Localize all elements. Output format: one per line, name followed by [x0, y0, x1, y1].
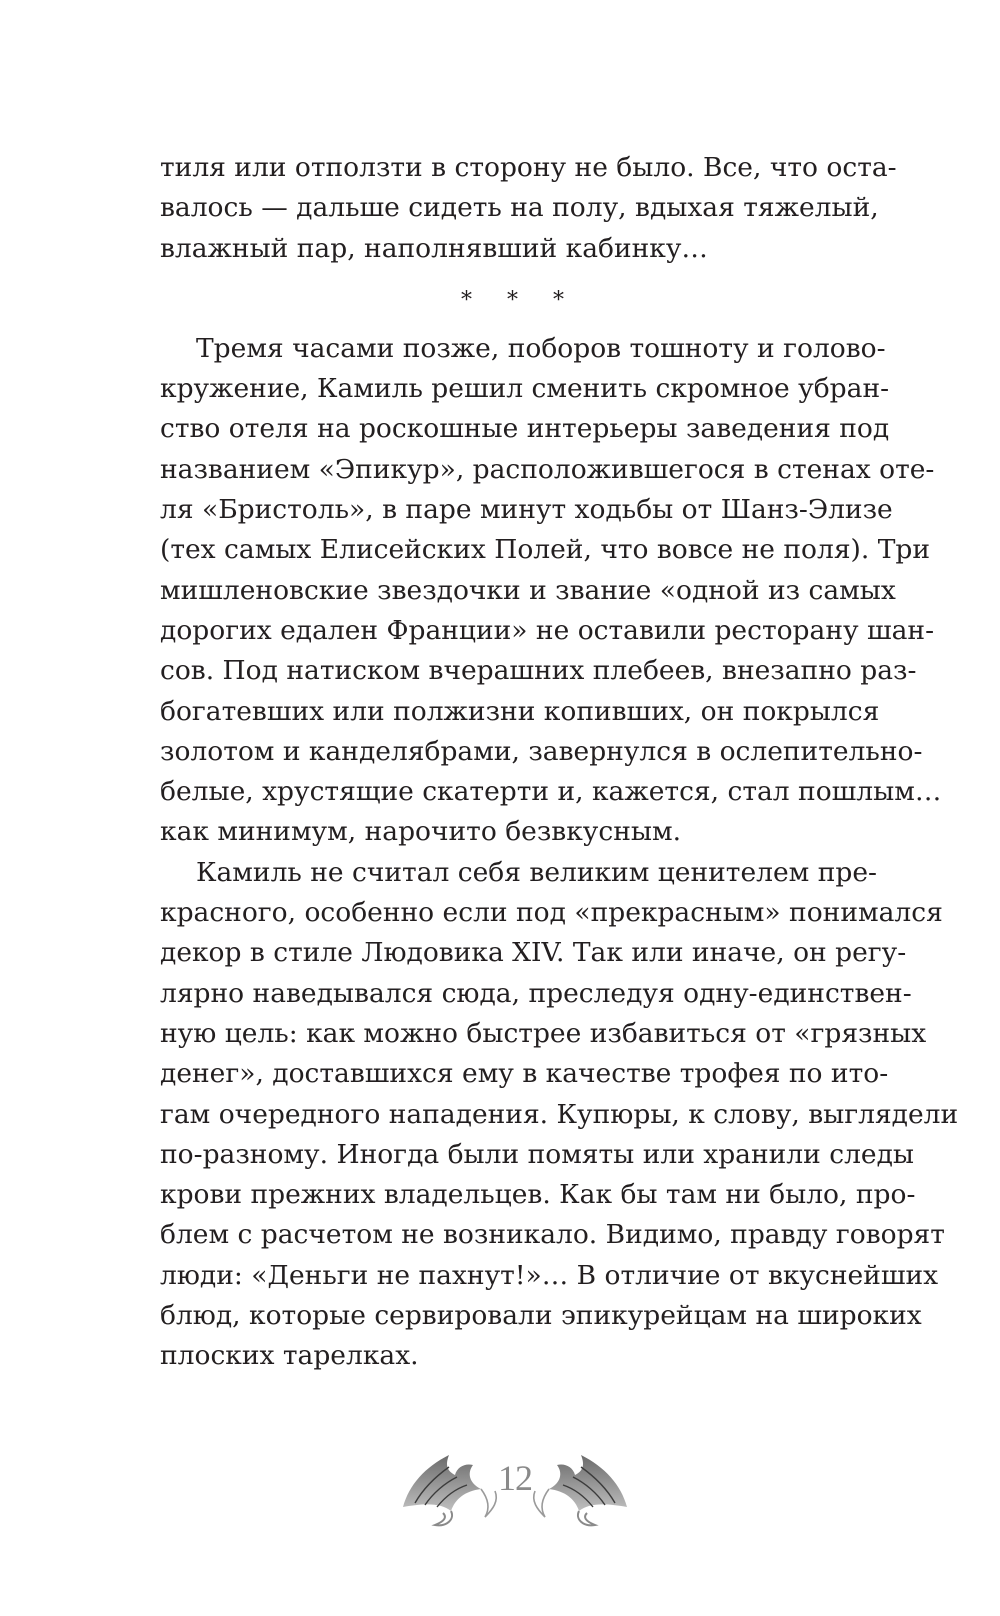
text-line: названием «Эпикур», расположившегося в стенах оте- [160, 453, 935, 485]
paragraph-1 [160, 329, 942, 853]
text-line: люди: «Деньги не пахнут!»… В отличие от вкуснейших [160, 1259, 939, 1291]
top-paragraph [160, 148, 897, 269]
text-line: декор в стиле Людовика XIV. Так или иначе, он регу- [160, 937, 907, 969]
text-line: блем с расчетом не возникало. Видимо, правду говорят [160, 1219, 945, 1251]
page-number: 12 [498, 1458, 532, 1498]
text-line: крови прежних владельцев. Как бы там ни было, про- [160, 1179, 916, 1211]
text-line: богатевших или полжизни копивших, он покрылся [160, 695, 880, 727]
text-line: белые, хрустящие скатерти и, кажется, стал пошлым… [160, 776, 942, 808]
text-line: ля «Бристоль», в паре минут ходьбы от Шанз-Элизе [160, 494, 893, 526]
text-line: сов. Под натиском вчерашних плебеев, внезапно раз- [160, 655, 917, 687]
text-line: как минимум, нарочито безвкусным. [160, 816, 682, 848]
text-line: гам очередного нападения. Купюры, к слову, выглядели [160, 1098, 959, 1130]
text-line: денег», доставшихся ему в качестве трофея по ито- [160, 1058, 889, 1090]
text-line: красного, особенно если под «прекрасным» понимался [160, 897, 943, 929]
text-line: мишленовские звездочки и звание «одной из самых [160, 574, 896, 606]
section-break: * * * [461, 287, 578, 313]
text-line: влажный пар, наполнявший кабинку… [160, 232, 708, 264]
text-line: ную цель: как можно быстрее избавиться от «грязных [160, 1017, 927, 1049]
text-line: тиля или отползти в сторону не было. Все, что оста- [160, 152, 897, 183]
text-line: лярно наведывался сюда, преследуя одну-единствен- [160, 977, 912, 1009]
page-folio [395, 1445, 635, 1535]
text-line: плоских тарелках. [160, 1340, 419, 1372]
text-line: Тремя часами позже, поборов тошноту и голово- [196, 332, 886, 364]
paragraph-2 [160, 853, 959, 1377]
text-line: дорогих едален Франции» не оставили ресторану шан- [160, 614, 935, 646]
text-line: Камиль не считал себя великим ценителем пре- [196, 856, 877, 888]
text-line: золотом и канделябрами, завернулся в ослепительно- [160, 735, 923, 767]
page-body [160, 148, 959, 1377]
text-line: (тех самых Елисейских Полей, что вовсе не поля). Три [160, 534, 931, 566]
text-line: по-разному. Иногда были помяты или хранили следы [160, 1138, 914, 1170]
text-line: блюд, которые сервировали эпикурейцам на широких [160, 1300, 922, 1332]
text-line: кружение, Камиль решил сменить скромное убран- [160, 373, 890, 405]
text-line: ство отеля на роскошные интерьеры заведения под [160, 413, 890, 445]
text-line: валось — дальше сидеть на полу, вдыхая тяжелый, [160, 192, 879, 224]
